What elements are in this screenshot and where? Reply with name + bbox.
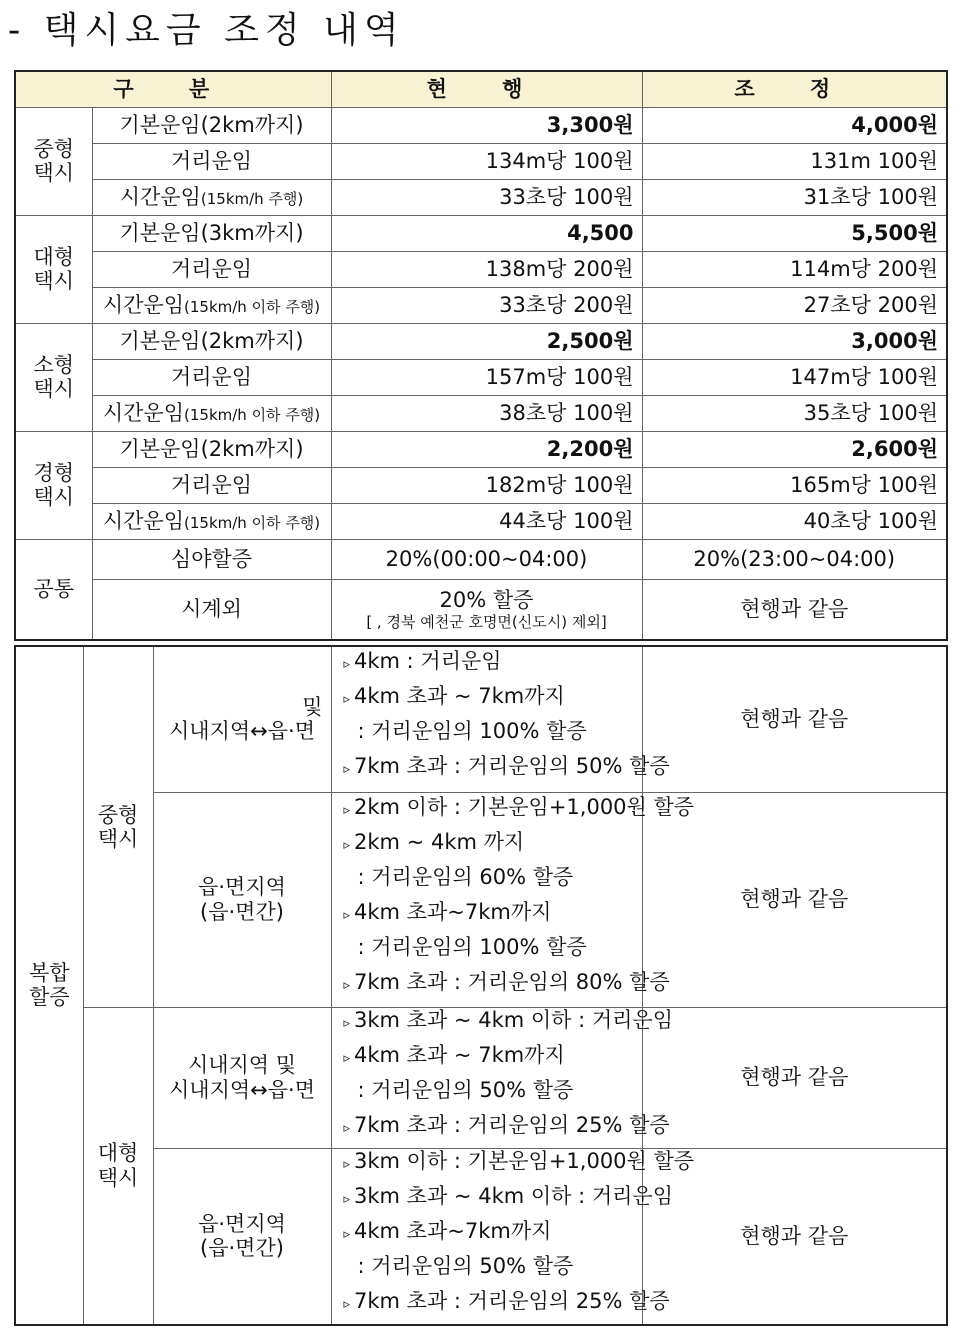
fare-item [92,179,331,215]
fare-current: 33초당 200원 [331,287,642,323]
triangle-bullet-icon: ▹ [343,1191,351,1207]
fare-item-condition: (15km/h 이하 주행) [184,405,321,424]
fare-item-label: 기본운임(3km까지) [119,220,304,245]
rule-text: : 거리운임의 50% 할증 [357,1077,574,1102]
triangle-bullet-icon: ▹ [343,1015,351,1031]
outside-item: 시계외 [92,579,331,640]
area-line: 읍·면지역 [198,875,286,900]
surcharge-rules [331,1148,695,1325]
rule-line [344,649,634,684]
fare-item [92,215,331,251]
fare-current: 134m당 100원 [331,143,642,179]
fare-adjusted: 165m당 100원 [642,467,947,503]
area-line: 시내지역↔읍·면 [169,1077,315,1102]
fare-item [92,395,331,431]
area-line: (읍·면간) [200,899,284,924]
surcharge-group-label: 복합 할증 [15,646,83,1325]
fare-item [92,107,331,143]
taxi-type-label: 소형 택시 [15,323,92,431]
rule-line [344,1043,634,1078]
rule-text: 4km 초과~7km까지 [354,1218,552,1243]
fare-adjusted: 2,600원 [642,431,947,467]
fare-row [15,431,947,467]
night-item: 심야할증 [92,539,331,579]
fare-adjusted: 3,000원 [642,323,947,359]
surcharge-table [14,645,948,1326]
fare-current: 38초당 100원 [331,395,642,431]
fare-row [15,287,947,323]
fare-adjusted: 27초당 200원 [642,287,947,323]
surcharge-adjusted: 현행과 같음 [642,646,947,792]
rule-text: 7km 초과 : 거리운임의 50% 할증 [354,754,670,779]
fare-current: 33초당 100원 [331,179,642,215]
rule-text: 3km 초과 ~ 4km 이하 : 거리운임 [354,1007,673,1032]
surcharge-row [15,792,947,1007]
common-group-label: 공통 [15,539,92,640]
rule-line [344,830,634,865]
fare-item-label: 거리운임 [170,472,253,497]
triangle-bullet-icon: ▹ [343,907,351,923]
area-line: 시내지역↔읍·면 [169,719,315,744]
triangle-bullet-icon: ▹ [343,1120,351,1136]
area-cell [153,646,331,792]
rule-text: 7km 초과 : 거리운임의 25% 할증 [354,1112,670,1137]
fare-adjusted: 4,000원 [642,107,947,143]
rule-line [343,1148,695,1184]
rule-line [343,1112,670,1148]
night-current: 20%(00:00~04:00) [331,539,642,579]
fare-row [15,143,947,179]
rule-line [344,900,634,935]
rule-line [343,754,670,789]
surcharge-rules [331,1007,673,1148]
surcharge-rules [331,792,695,1007]
triangle-bullet-icon: ▹ [343,692,351,708]
triangle-bullet-icon: ▹ [343,1226,351,1242]
fare-current: 3,300원 [331,107,642,143]
fare-item-label: 시간운임 [102,508,184,533]
night-adjusted: 20%(23:00~04:00) [642,539,947,579]
fare-adjusted: 35초당 100원 [642,395,947,431]
triangle-bullet-icon: ▹ [343,977,351,993]
fare-item [92,503,331,539]
taxi-type-label: 대형 택시 [15,215,92,323]
rule-text: : 거리운임의 100% 할증 [357,934,587,959]
rule-text: : 거리운임의 100% 할증 [357,719,587,744]
outside-current-note: [ , 경북 예천군 호명면(신도시) 제외] [366,612,607,631]
fare-row [15,467,947,503]
rule-text: : 거리운임의 60% 할증 [357,864,574,889]
fare-current: 4,500 [331,215,642,251]
rule-text: 4km 초과 ~ 7km까지 [354,684,565,709]
surcharge-row [15,1007,947,1148]
fare-current: 2,500원 [331,323,642,359]
outside-city-row [15,579,947,640]
fare-item [92,323,331,359]
fare-item-label: 거리운임 [170,256,253,281]
surcharge-adjusted: 현행과 같음 [642,1007,947,1148]
fare-current: 2,200원 [331,431,642,467]
taxi-type-label: 중형 택시 [15,107,92,215]
rule-text: : 거리운임의 50% 할증 [357,1253,574,1278]
rule-line [344,1254,634,1289]
triangle-bullet-icon: ▹ [343,1296,351,1312]
triangle-bullet-icon: ▹ [343,837,351,853]
surcharge-rules [331,646,670,792]
taxi-type-label: 경형 택시 [15,431,92,539]
rule-line [343,1183,673,1219]
fare-current: 44초당 100원 [331,503,642,539]
rule-text: 7km 초과 : 거리운임의 80% 할증 [354,969,670,994]
table-header-row [15,71,947,107]
fare-item [92,143,331,179]
triangle-bullet-icon: ▹ [343,762,351,778]
fare-row [15,251,947,287]
rule-line [344,684,634,719]
fare-item [92,251,331,287]
night-surcharge-row [15,539,947,579]
fare-row [15,323,947,359]
taxi-type-label: 중형 택시 [83,646,153,1007]
surcharge-row [15,646,947,792]
rule-line [343,969,670,1005]
fare-current: 138m당 200원 [331,251,642,287]
fare-item-label: 기본운임(2km까지) [119,436,304,461]
rule-line [344,1078,634,1113]
rule-text: 3km 이하 : 기본운임+1,000원 할증 [354,1148,695,1173]
triangle-bullet-icon: ▹ [343,1050,351,1066]
fare-adjusted: 147m당 100원 [642,359,947,395]
surcharge-adjusted: 현행과 같음 [642,1148,947,1325]
rule-text: 3km 초과 ~ 4km 이하 : 거리운임 [354,1183,673,1208]
rule-line [343,794,695,830]
fare-item [92,467,331,503]
rule-line [343,1288,670,1324]
rule-text: 4km : 거리운임 [354,649,502,674]
fare-item-label: 시간운임 [102,400,184,425]
fare-item-condition: (15km/h 이하 주행) [184,297,321,316]
fare-item-label: 기본운임(2km까지) [119,112,304,137]
rule-line [343,1007,673,1043]
fare-current: 182m당 100원 [331,467,642,503]
area-cell [153,1007,331,1148]
page-title: - 택시요금 조정 내역 [8,10,405,51]
outside-adjusted: 현행과 같음 [642,579,947,640]
header-category: 구 분 [15,71,331,107]
fare-adjusted: 5,500원 [642,215,947,251]
surcharge-adjusted: 현행과 같음 [642,792,947,1007]
fare-item-condition: (15km/h 이하 주행) [184,513,321,532]
fare-item-label: 시간운임 [119,184,201,209]
taxi-type-label: 대형 택시 [83,1007,153,1325]
fare-row [15,503,947,539]
fare-item [92,359,331,395]
rule-text: 2km ~ 4km 까지 [354,829,525,854]
area-line: (읍·면간) [200,1236,284,1260]
fare-item-label: 기본운임(2km까지) [119,328,304,353]
area-line: 읍·면지역 [198,1211,286,1236]
fare-row [15,179,947,215]
fare-current: 157m당 100원 [331,359,642,395]
fare-item-label: 거리운임 [170,148,253,173]
rule-text: 7km 초과 : 거리운임의 25% 할증 [354,1288,670,1313]
triangle-bullet-icon: ▹ [343,657,351,673]
fare-item [92,287,331,323]
fare-row [15,107,947,143]
fare-item [92,431,331,467]
outside-current-cell [331,579,642,640]
rule-line [344,865,634,900]
fare-table [14,70,948,641]
fare-adjusted: 31초당 100원 [642,179,947,215]
header-current: 현 행 [331,71,642,107]
area-line: 시내지역 및 [187,1053,297,1078]
outside-current: 20% 할증 [439,587,534,612]
fare-row [15,215,947,251]
triangle-bullet-icon: ▹ [343,802,351,818]
rule-line [344,719,634,754]
fare-row [15,395,947,431]
triangle-bullet-icon: ▹ [343,1156,351,1172]
rule-text: 4km 초과 ~ 7km까지 [354,1042,565,1067]
fare-adjusted: 40초당 100원 [642,503,947,539]
rule-line [344,935,634,970]
area-cell [153,792,331,1007]
area-cell [153,1148,331,1325]
fare-item-label: 거리운임 [170,364,253,389]
rule-line [344,1219,634,1254]
header-adjusted: 조 정 [642,71,947,107]
rule-text: 4km 초과~7km까지 [354,899,552,924]
fare-item-condition: (15km/h 주행) [200,189,304,208]
area-line: 및 [302,695,323,720]
fare-adjusted: 114m당 200원 [642,251,947,287]
fare-adjusted: 131m 100원 [642,143,947,179]
fare-row [15,359,947,395]
fare-item-label: 시간운임 [102,292,184,317]
rule-text: 2km 이하 : 기본운임+1,000원 할증 [354,794,695,819]
surcharge-row [15,1148,947,1325]
